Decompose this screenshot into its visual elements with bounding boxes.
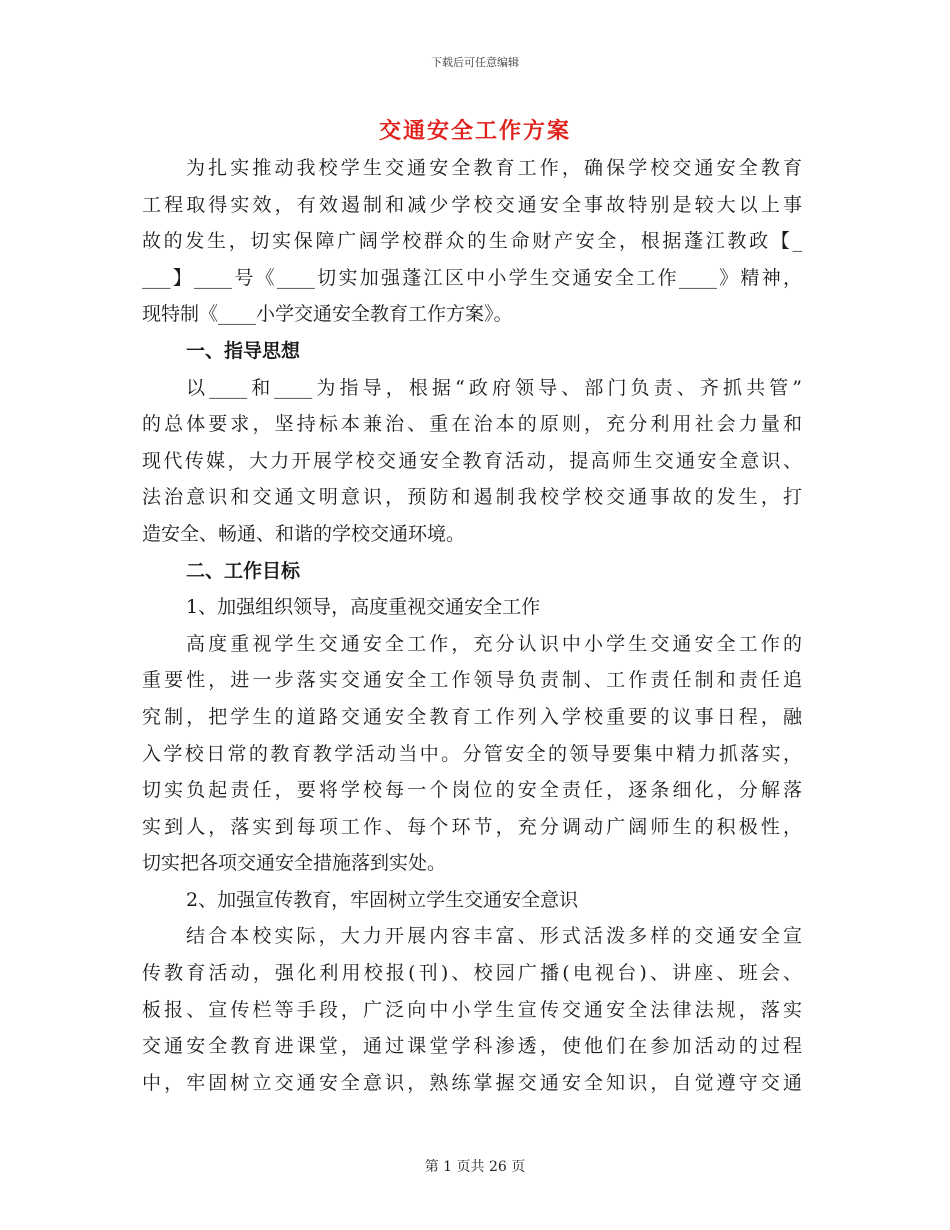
paragraph-line: 实到人，落实到每项工作、每个环节，充分调动广阔师生的积极性， <box>142 815 802 838</box>
page-number: 第 1 页共 26 页 <box>424 1159 526 1175</box>
paragraph-line: 传教育活动，强化利用校报(刊)、校园广播(电视台)、讲座、班会、 <box>142 962 802 985</box>
document-body <box>142 150 802 1101</box>
paragraph-line: 中，牢固树立交通安全意识，熟练掌握交通安全知识，自觉遵守交通 <box>142 1071 802 1094</box>
paragraph-line: 为扎实推动我校学生交通安全教育工作，确保学校交通安全教育 <box>186 157 802 179</box>
paragraph-line: 的总体要求，坚持标本兼治、重在治本的原则，充分利用社会力量和 <box>142 413 802 436</box>
paragraph-line: ___】____号《____切实加强蓬江区中小学生交通安全工作____》精神， <box>142 266 802 289</box>
paragraph-line: 现代传媒，大力开展学校交通安全教育活动，提高师生交通安全意识、 <box>142 449 802 472</box>
organization-leadership-paragraph <box>142 626 802 882</box>
paragraph-line: 造安全、畅通、和谐的学校交通环境。 <box>142 522 466 545</box>
section-heading-work-goals: 二、工作目标 <box>186 559 301 582</box>
paragraph-line: 入学校日常的教育教学活动当中。分管安全的领导要集中精力抓落实， <box>142 742 802 765</box>
paragraph-line: 重要性，进一步落实交通安全工作领导负责制、工作责任制和责任追 <box>142 669 802 692</box>
paragraph-line: 板报、宣传栏等手段，广泛向中小学生宣传交通安全法律法规，落实 <box>142 998 802 1021</box>
paragraph-line: 结合本校实际，大力开展内容丰富、形式活泼多样的交通安全宣 <box>186 925 802 948</box>
paragraph-line: 法治意识和交通文明意识，预防和遏制我校学校交通事故的发生，打 <box>142 486 802 509</box>
paragraph-line: 高度重视学生交通安全工作，充分认识中小学生交通安全工作的 <box>186 632 802 655</box>
paragraph-line: 切实把各项交通安全措施落到实处。 <box>142 852 447 875</box>
guiding-ideology-paragraph <box>142 370 802 553</box>
paragraph-line: 究制，把学生的道路交通安全教育工作列入学校重要的议事日程，融 <box>142 705 802 728</box>
paragraph-line: 以____和____为指导，根据“政府领导、部门负责、齐抓共管” <box>186 376 802 399</box>
document-title: 交通安全工作方案 <box>378 119 571 144</box>
paragraph-line: 工程取得实效，有效遏制和减少学校交通安全事故特别是较大以上事 <box>142 193 802 216</box>
paragraph-line: 交通安全教育进课堂，通过课堂学科渗透，使他们在参加活动的过程 <box>142 1035 802 1058</box>
header-note: 下载后可任意编辑 <box>431 56 519 69</box>
subheading-organization-leadership: 1、加强组织领导，高度重视交通安全工作 <box>186 596 541 619</box>
section-heading-guiding-ideology: 一、指导思想 <box>186 339 301 362</box>
paragraph-line: 现特制《____小学交通安全教育工作方案》。 <box>142 303 513 326</box>
paragraph-line: 故的发生，切实保障广阔学校群众的生命财产安全，根据蓬江教政【_ <box>142 230 802 253</box>
paragraph-line: 切实负起责任，要将学校每一个岗位的安全责任，逐条细化，分解落 <box>142 779 802 802</box>
intro-paragraph <box>142 150 802 333</box>
subheading-publicity-education: 2、加强宣传教育，牢固树立学生交通安全意识 <box>186 888 579 911</box>
publicity-education-paragraph <box>142 918 802 1101</box>
